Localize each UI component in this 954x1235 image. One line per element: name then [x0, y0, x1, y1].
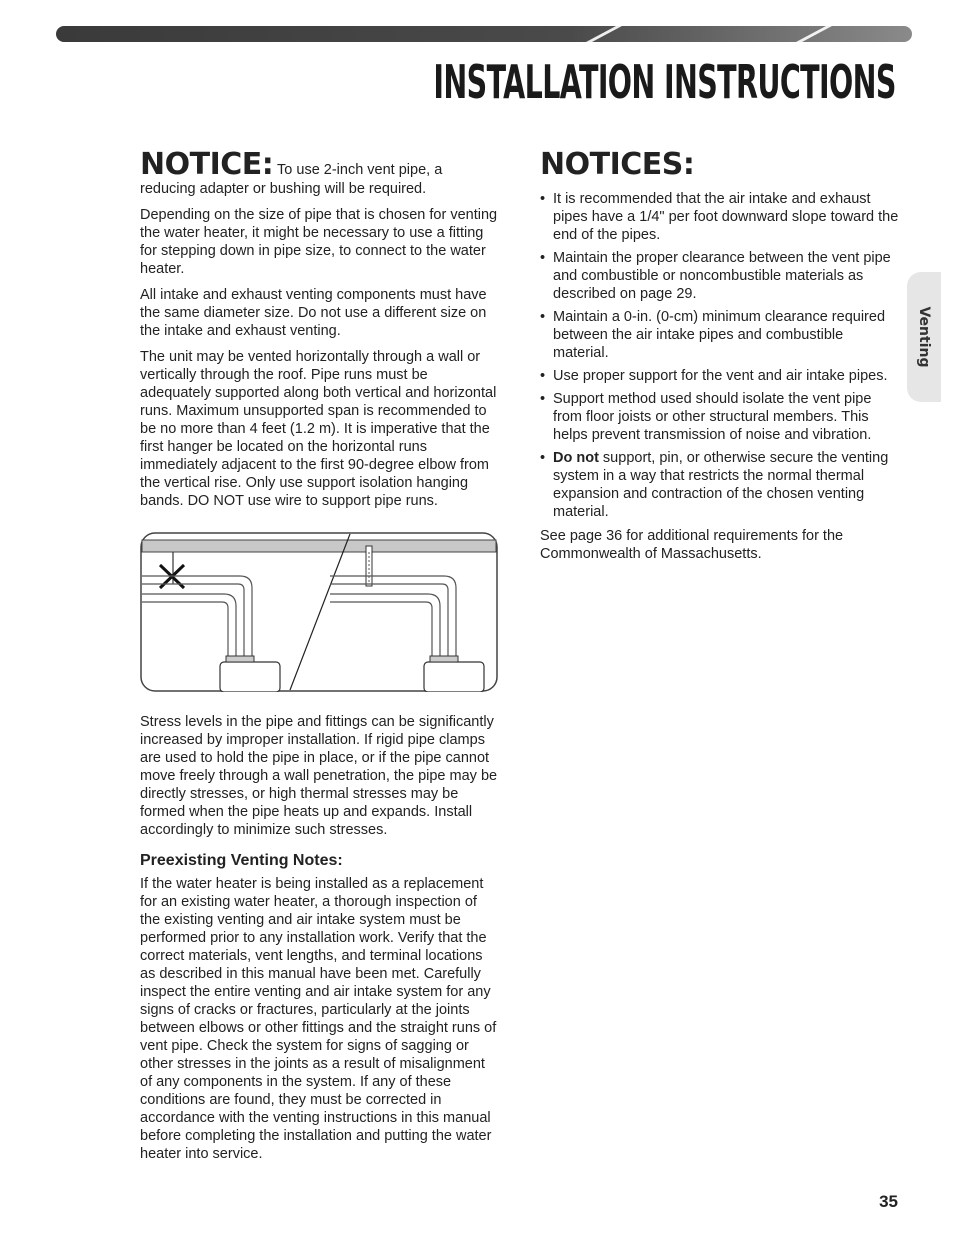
paragraph-support: The unit may be vented horizontally through a wall or vertically through the roof. Pipe runs must be adequately supported along both vertical and horizontal runs. Maximum unsupported span is recommended to be no more than 4 feet (1.2 m). It is imperative that the first hanger be located on the horizontal runs immediately adjacent to the first 90-degree elbow from the vertical rise. Only use support isolation hanging bands. DO NOT use wire to support pipe runs.: [140, 349, 497, 509]
right-column: [540, 147, 902, 571]
do-not-bold: Do not: [553, 450, 599, 466]
notice-text: To use 2-inch vent pipe, a reducing adapter or bushing will be required.: [140, 162, 443, 197]
massachusetts-note: See page 36 for additional requirements for the Commonwealth of Massachusetts.: [540, 528, 844, 562]
list-item: • It is recommended that the air intake and exhaust pipes have a 1/4" per foot downward slope toward the end of the pipes.: [540, 190, 902, 244]
section-tab-label-wrap: [909, 306, 939, 368]
notice-heading: NOTICE:: [140, 147, 274, 182]
notice-paragraph: [140, 147, 500, 198]
pipe-support-illustration: [140, 532, 498, 692]
left-column: [140, 147, 500, 1171]
list-item: • Use proper support for the vent and air intake pipes.: [540, 367, 902, 385]
notices-heading: NOTICES:: [540, 147, 695, 182]
list-item: • Maintain a 0-in. (0-cm) minimum clearance required between the air intake pipes and combustible material.: [540, 308, 902, 362]
band-hanger-icon: [366, 546, 372, 586]
subheading-preexisting: Preexisting Venting Notes:: [140, 852, 343, 869]
paragraph-stress: Stress levels in the pipe and fittings can be significantly increased by improper installation. If rigid pipe clamps are used to hold the pipe in place, or if the pipe cannot move freely through a wall penetration, the pipe may be directly stresses, or high thermal stresses may be formed when the pipe heats up and expands. Install accordingly to minimize such stresses.: [140, 714, 498, 838]
paragraph-preexisting: If the water heater is being installed as a replacement for an existing water heater, a thorough inspection of the existing venting and air intake system must be performed prior to any installation work. Verify that the correct materials, vent lengths, and terminal locations as described in this manual have been met. Carefully inspect the entire venting and air intake system for any signs of cracks or fractures, particularly at the joints between elbows or other fittings and the straight runs of vent pipe. Check the system for signs of sagging or other stresses in the joints as a result of misalignment of any components in the system. If any of these conditions are found, they must be corrected in accordance with the venting instructions in this manual before completing the installation and putting the water heater into service.: [140, 876, 497, 1162]
page-number: 35: [879, 1192, 898, 1211]
paragraph-same-diameter: All intake and exhaust venting components must have the same diameter size. Do not use a different size on the intake and exhaust venting.: [140, 287, 487, 339]
list-item: • Maintain the proper clearance between the vent pipe and combustible or noncombustible materials as described on page 29.: [540, 249, 902, 303]
header-bar: [56, 26, 912, 42]
list-item: [540, 449, 902, 521]
page-title: INSTALLATION INSTRUCTIONS: [433, 55, 896, 109]
section-tab-label: Venting: [916, 306, 932, 368]
list-item-text: support, pin, or otherwise secure the venting system in a way that restricts the normal thermal expansion and contraction of the chosen venting material.: [553, 450, 889, 520]
paragraph-pipe-size: Depending on the size of pipe that is chosen for venting the water heater, it might be necessary to use a fitting for stepping down in pipe size, to connect to the water heater.: [140, 207, 498, 277]
notices-list: [540, 190, 902, 521]
list-item: • Support method used should isolate the vent pipe from floor joists or other structural members. This helps prevent transmission of noise and vibration.: [540, 390, 902, 444]
